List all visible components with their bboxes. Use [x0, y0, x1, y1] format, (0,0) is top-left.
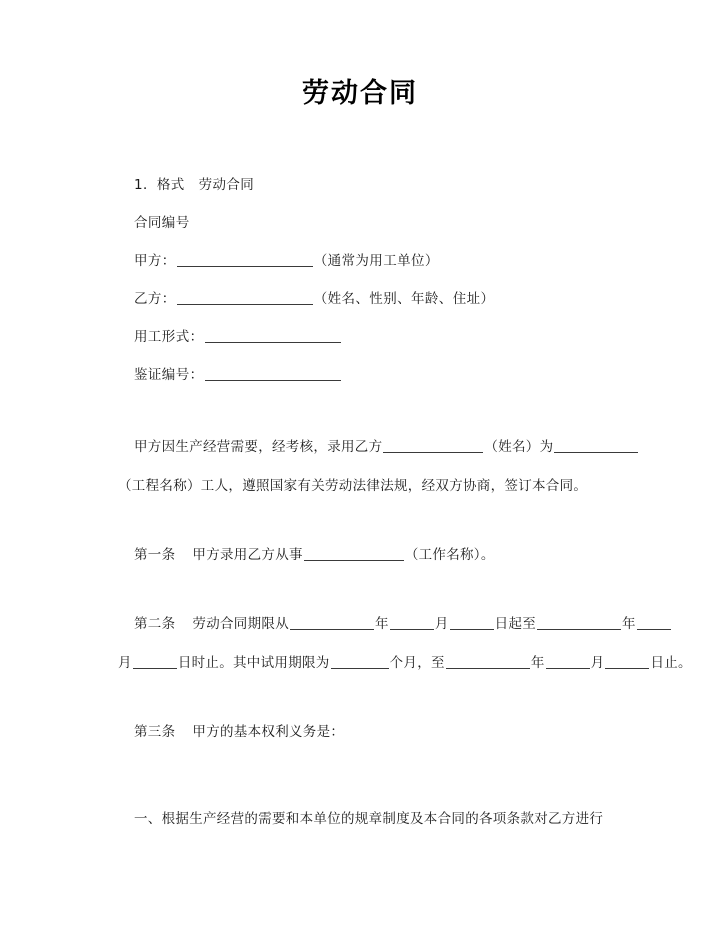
article-1-blank-job-title[interactable]: [304, 547, 404, 561]
article-3-number: 第三条: [134, 724, 176, 741]
spacer: [134, 575, 630, 605]
article-2-unit-month-end: 月: [118, 655, 132, 672]
preamble-blank-name[interactable]: [383, 439, 483, 453]
article-1-text-b: （工作名称）。: [404, 547, 495, 564]
article-2-text-c: 日时止。其中试用期限为: [177, 655, 330, 672]
article-3: [134, 713, 630, 752]
article-2-blank-probation-year[interactable]: [446, 655, 530, 669]
article-2-blank-end-year[interactable]: [537, 616, 621, 630]
preamble-paragraph: [118, 428, 630, 506]
field-blank-employment-type[interactable]: [205, 329, 341, 343]
field-row-employment-type: [134, 318, 630, 356]
article-2-blank-end-day[interactable]: [133, 655, 177, 669]
spacer: [134, 394, 630, 428]
article-2-unit-month-start: 月: [434, 616, 449, 633]
article-2-blank-start-month[interactable]: [390, 616, 434, 630]
preamble-line-2: （工程名称）工人，遵照国家有关劳动法律法规，经双方协商，签订本合同。: [118, 478, 588, 495]
article-2-number: 第二条: [134, 616, 176, 633]
article-2-blank-start-year[interactable]: [290, 616, 374, 630]
article-2-text-b: 日起至: [494, 616, 537, 633]
field-label-verification-number: 鉴证编号：: [134, 367, 204, 384]
article-2-blank-probation-month[interactable]: [546, 655, 590, 669]
document-body: [0, 166, 720, 839]
article-1-text-a: 甲方录用乙方从事: [192, 547, 303, 564]
article-2-blank-start-day[interactable]: [450, 616, 494, 630]
field-note-party-a: （通常为用工单位）: [313, 253, 439, 270]
section-heading: 1．格式 劳动合同: [134, 177, 255, 194]
field-blank-verification-number[interactable]: [205, 367, 341, 381]
article-2-unit-year-end: 年: [622, 616, 636, 633]
article-2-text-e: 日止。: [650, 655, 692, 672]
preamble-text-b: （姓名）为: [484, 439, 554, 456]
field-row-verification-number: [134, 356, 630, 394]
article-3-line: [134, 713, 630, 752]
preamble-text-a: 甲方因生产经营需要，经考核，录用乙方: [134, 439, 383, 456]
field-label-employment-type: 用工形式：: [134, 329, 204, 346]
article-2-blank-probation-day[interactable]: [605, 655, 649, 669]
spacer: [134, 786, 630, 800]
preamble-line-1: [134, 428, 630, 467]
article-2: [118, 605, 692, 683]
page-title: 劳动合同: [302, 78, 418, 109]
article-2-text-d: 个月，至: [389, 655, 445, 672]
article-3-text: 甲方的基本权利义务是：: [192, 724, 345, 741]
field-row-party-b: [134, 280, 630, 318]
article-2-unit-year-probation: 年: [530, 655, 545, 672]
article-1-line: [134, 536, 630, 575]
field-blank-party-a[interactable]: [177, 253, 313, 267]
field-label-party-b: 乙方：: [134, 291, 176, 308]
article-2-line-1: [134, 605, 636, 644]
article-2-text-a: 劳动合同期限从: [192, 616, 290, 633]
field-label-party-a: 甲方：: [134, 253, 176, 270]
field-note-party-b: （姓名、性别、年龄、住址）: [313, 291, 495, 308]
article-1-number: 第一条: [134, 547, 176, 564]
article-2-unit-month-probation: 月: [590, 655, 605, 672]
article-1: [134, 536, 630, 575]
clause-list: [134, 800, 630, 839]
spacer: [134, 506, 630, 536]
clause-item-1: 一、根据生产经营的需要和本单位的规章制度及本合同的各项条款对乙方进行: [134, 811, 604, 828]
field-blank-party-b[interactable]: [177, 291, 313, 305]
preamble-blank-project[interactable]: [554, 439, 638, 453]
spacer: [134, 752, 630, 786]
article-2-unit-year-start: 年: [375, 616, 389, 633]
article-2-line-2: [118, 644, 692, 683]
article-2-blank-probation-months[interactable]: [331, 655, 389, 669]
contract-number-label: 合同编号: [134, 215, 190, 232]
field-row-party-a: [134, 242, 630, 280]
article-2-blank-end-month-part[interactable]: [637, 616, 671, 630]
spacer: [134, 683, 630, 713]
